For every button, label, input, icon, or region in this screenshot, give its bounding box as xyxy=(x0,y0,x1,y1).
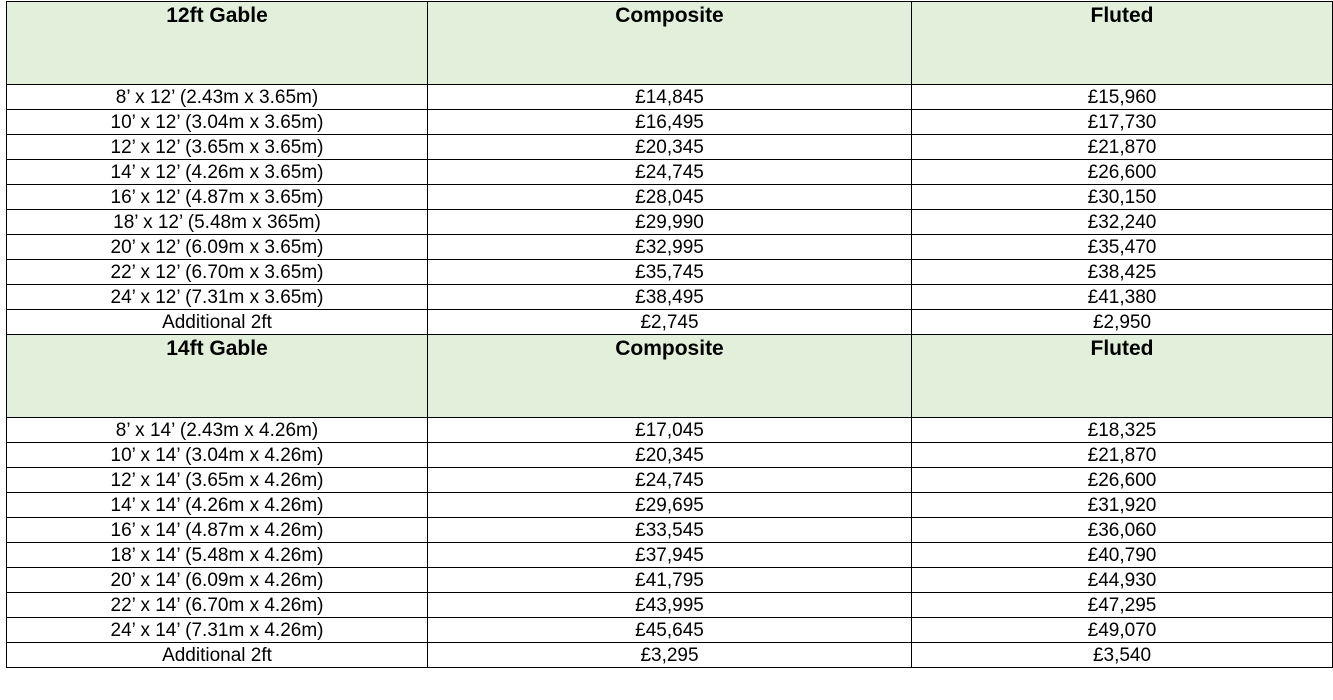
table-row xyxy=(7,493,1333,518)
composite-price-cell: £33,545 xyxy=(428,518,912,543)
size-cell: 20’ x 14’ (6.09m x 4.26m) xyxy=(7,568,428,593)
section-header-row xyxy=(7,2,1333,85)
fluted-price-cell: £30,150 xyxy=(912,185,1333,210)
size-cell: 12’ x 14’ (3.65m x 4.26m) xyxy=(7,468,428,493)
composite-price-cell: £37,945 xyxy=(428,543,912,568)
fluted-price-cell: £18,325 xyxy=(912,418,1333,443)
size-cell: Additional 2ft xyxy=(7,643,428,668)
table-row xyxy=(7,160,1333,185)
fluted-price-cell: £3,540 xyxy=(912,643,1333,668)
composite-price-cell: £24,745 xyxy=(428,468,912,493)
composite-price-cell: £29,990 xyxy=(428,210,912,235)
composite-price-cell: £17,045 xyxy=(428,418,912,443)
size-cell: 12’ x 12’ (3.65m x 3.65m) xyxy=(7,135,428,160)
table-row xyxy=(7,568,1333,593)
size-cell: 18’ x 12’ (5.48m x 365m) xyxy=(7,210,428,235)
composite-price-cell: £28,045 xyxy=(428,185,912,210)
size-cell: 14’ x 14’ (4.26m x 4.26m) xyxy=(7,493,428,518)
fluted-price-cell: £21,870 xyxy=(912,135,1333,160)
table-row xyxy=(7,110,1333,135)
composite-price-cell: £2,745 xyxy=(428,310,912,335)
table-row xyxy=(7,543,1333,568)
table-row xyxy=(7,443,1333,468)
size-cell: 8’ x 14’ (2.43m x 4.26m) xyxy=(7,418,428,443)
composite-header: Composite xyxy=(428,2,912,85)
table-row xyxy=(7,210,1333,235)
composite-price-cell: £29,695 xyxy=(428,493,912,518)
table-row xyxy=(7,418,1333,443)
fluted-price-cell: £32,240 xyxy=(912,210,1333,235)
table-row xyxy=(7,618,1333,643)
size-cell: Additional 2ft xyxy=(7,310,428,335)
fluted-price-cell: £26,600 xyxy=(912,468,1333,493)
table-row xyxy=(7,285,1333,310)
table-row xyxy=(7,85,1333,110)
size-cell: 24’ x 14’ (7.31m x 4.26m) xyxy=(7,618,428,643)
composite-price-cell: £43,995 xyxy=(428,593,912,618)
table-row xyxy=(7,468,1333,493)
section-header-row xyxy=(7,335,1333,418)
fluted-price-cell: £2,950 xyxy=(912,310,1333,335)
table-row xyxy=(7,518,1333,543)
composite-price-cell: £3,295 xyxy=(428,643,912,668)
size-cell: 14’ x 12’ (4.26m x 3.65m) xyxy=(7,160,428,185)
size-cell: 8’ x 12’ (2.43m x 3.65m) xyxy=(7,85,428,110)
composite-price-cell: £35,745 xyxy=(428,260,912,285)
size-cell: 24’ x 12’ (7.31m x 3.65m) xyxy=(7,285,428,310)
fluted-price-cell: £31,920 xyxy=(912,493,1333,518)
size-cell: 16’ x 12’ (4.87m x 3.65m) xyxy=(7,185,428,210)
fluted-price-cell: £38,425 xyxy=(912,260,1333,285)
price-table-body xyxy=(7,2,1333,668)
table-row xyxy=(7,643,1333,668)
size-header: 14ft Gable xyxy=(7,335,428,418)
composite-header: Composite xyxy=(428,335,912,418)
size-cell: 22’ x 14’ (6.70m x 4.26m) xyxy=(7,593,428,618)
composite-price-cell: £16,495 xyxy=(428,110,912,135)
fluted-header: Fluted xyxy=(912,335,1333,418)
fluted-price-cell: £47,295 xyxy=(912,593,1333,618)
size-cell: 18’ x 14’ (5.48m x 4.26m) xyxy=(7,543,428,568)
size-cell: 22’ x 12’ (6.70m x 3.65m) xyxy=(7,260,428,285)
composite-price-cell: £24,745 xyxy=(428,160,912,185)
fluted-price-cell: £44,930 xyxy=(912,568,1333,593)
fluted-price-cell: £36,060 xyxy=(912,518,1333,543)
fluted-price-cell: £41,380 xyxy=(912,285,1333,310)
fluted-price-cell: £35,470 xyxy=(912,235,1333,260)
table-row xyxy=(7,135,1333,160)
size-cell: 10’ x 12’ (3.04m x 3.65m) xyxy=(7,110,428,135)
table-row xyxy=(7,310,1333,335)
composite-price-cell: £38,495 xyxy=(428,285,912,310)
composite-price-cell: £20,345 xyxy=(428,135,912,160)
price-table xyxy=(6,1,1333,668)
size-cell: 20’ x 12’ (6.09m x 3.65m) xyxy=(7,235,428,260)
fluted-price-cell: £26,600 xyxy=(912,160,1333,185)
size-cell: 16’ x 14’ (4.87m x 4.26m) xyxy=(7,518,428,543)
fluted-price-cell: £49,070 xyxy=(912,618,1333,643)
fluted-price-cell: £21,870 xyxy=(912,443,1333,468)
composite-price-cell: £41,795 xyxy=(428,568,912,593)
table-row xyxy=(7,593,1333,618)
fluted-price-cell: £15,960 xyxy=(912,85,1333,110)
composite-price-cell: £45,645 xyxy=(428,618,912,643)
table-row xyxy=(7,235,1333,260)
table-row xyxy=(7,185,1333,210)
fluted-price-cell: £40,790 xyxy=(912,543,1333,568)
table-row xyxy=(7,260,1333,285)
fluted-header: Fluted xyxy=(912,2,1333,85)
size-cell: 10’ x 14’ (3.04m x 4.26m) xyxy=(7,443,428,468)
composite-price-cell: £20,345 xyxy=(428,443,912,468)
composite-price-cell: £14,845 xyxy=(428,85,912,110)
size-header: 12ft Gable xyxy=(7,2,428,85)
fluted-price-cell: £17,730 xyxy=(912,110,1333,135)
composite-price-cell: £32,995 xyxy=(428,235,912,260)
